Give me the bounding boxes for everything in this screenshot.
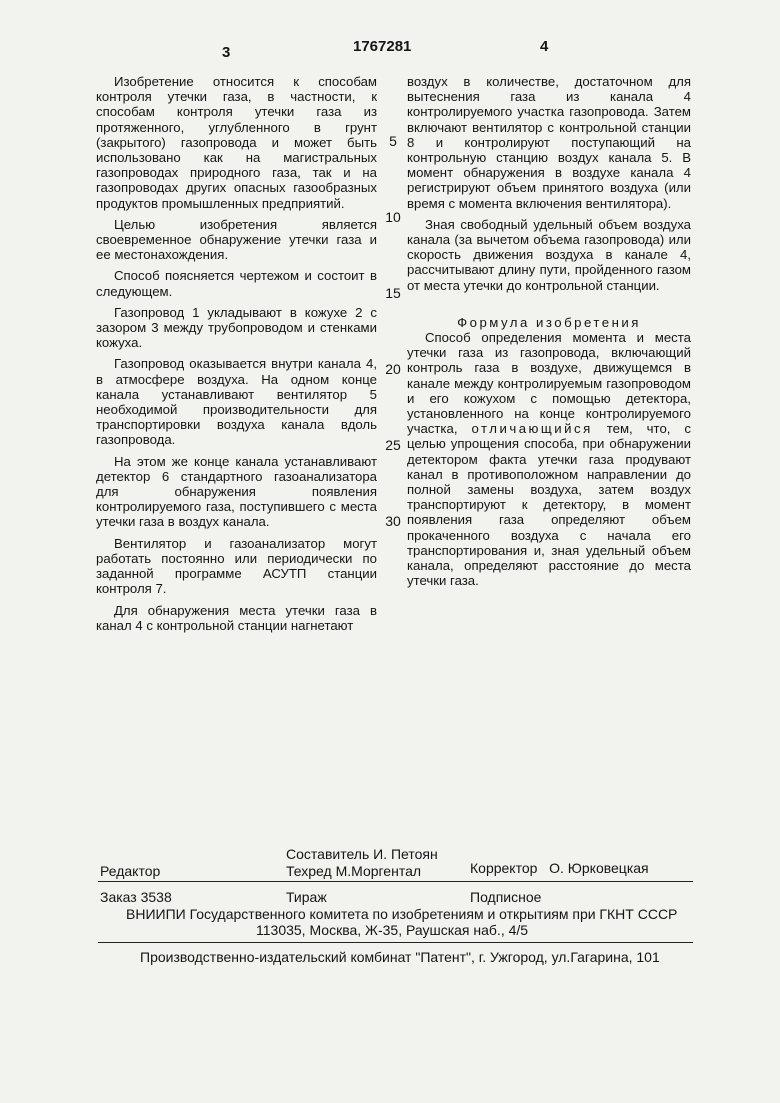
paragraph: Зная свободный удельный объем воздуха канала (за вычетом объема газопровода) или скорость движения воздуха в канале 4, рассчитывают длину пути, пройденного газом от места утечки до контрольной станции. bbox=[407, 216, 691, 293]
line-number: 10 bbox=[385, 209, 401, 225]
distinguishing-phrase: отличающийся bbox=[471, 421, 593, 437]
page-number-right: 4 bbox=[540, 38, 549, 55]
line-number: 30 bbox=[385, 513, 401, 529]
paragraph: Изобретение относится к способам контроля утечки газа, в частности, к способам контроля утечки газа из протяженного, углубленного в грунт (закрытого) газопровода и может быть использовано как на магистральных газопроводах природного газа, так и на газопроводах других опасных газообразных продуктов промышленных предприятий. bbox=[96, 74, 377, 211]
claims-heading: Формула изобретения bbox=[457, 314, 641, 330]
paragraph: Целью изобретения является своевременное обнаружение утечки газа и ее местонахождения. bbox=[96, 216, 377, 263]
paragraph: Вентилятор и газоанализатор могут работать постоянно или периодически по заданной программе АСУТП станции контроля 7. bbox=[96, 535, 377, 597]
claims-paragraph bbox=[407, 330, 691, 588]
claims-text-2: тем, что, с целью упрощения способа, при обнаружении детектором факта утечки газа продувают канал в противоположном направлении до полной замены воздуха, затем воздух транспортируют к детектору, в момент появления газа определяют объем прокаченного воздуха с начала его транспортирования и, зная удельный объем канала, определяют расстояние до места утечки газа. bbox=[407, 421, 692, 589]
paragraph: воздух в количестве, достаточном для вытеснения газа из канала 4 контролируемого участка газопровода. Затем включают вентилятор с контрольной станции 8 и контролируют поступающий на контрольную станцию воздух канала 5. В момент обнаружения в воздухе канала 4 регистрируют объем принятого воздуха (или время с момента включения вентилятора). bbox=[407, 74, 691, 211]
editor-label: Редактор bbox=[100, 863, 161, 879]
address: 113035, Москва, Ж-35, Раушская наб., 4/5 bbox=[256, 922, 529, 938]
compiler: Составитель И. Петоян bbox=[286, 846, 438, 862]
institute: ВНИИПИ Государственного комитета по изобретениям и открытиям при ГКНТ СССР bbox=[126, 906, 678, 922]
order-number: Заказ 3538 bbox=[100, 889, 172, 905]
circulation: Тираж bbox=[286, 889, 327, 905]
line-number: 25 bbox=[385, 437, 401, 453]
claims-text: Способ определения момента и места утечки газа из газопровода, включающий контроль газа в воздухе, движущемся в канале между контролируемым газопроводом и его кожухом с помощью детектора, установленного на конце контролируемого участка, bbox=[407, 330, 691, 437]
patent-number: 1767281 bbox=[353, 38, 412, 55]
line-number: 20 bbox=[385, 361, 401, 377]
corrector: Корректор О. Юрковецкая bbox=[470, 860, 649, 876]
line-number: 5 bbox=[389, 133, 397, 149]
right-column bbox=[407, 74, 691, 589]
paragraph: Для обнаружения места утечки газа в канал 4 с контрольной станции нагнетают bbox=[96, 602, 377, 633]
page-number-left: 3 bbox=[222, 44, 231, 61]
subscription: Подписное bbox=[470, 889, 542, 905]
techred: Техред М.Моргентал bbox=[286, 863, 422, 879]
paragraph: На этом же конце канала устанавливают детектор 6 стандартного газоанализатора для обнаружения появления контролируемого газа, поступившего с места утечки газа в воздух канала. bbox=[96, 453, 377, 530]
footer-divider-bottom bbox=[98, 942, 693, 943]
paragraph: Газопровод оказывается внутри канала 4, в атмосфере воздуха. На одном конце канала устанавливают вентилятор 5 необходимой производительности для транспортировки воздуха канала вдоль газопровода. bbox=[96, 356, 377, 448]
footer-divider-top bbox=[98, 881, 693, 882]
left-column bbox=[96, 74, 377, 633]
publisher: Производственно-издательский комбинат "Патент", г. Ужгород, ул.Гагарина, 101 bbox=[140, 949, 660, 965]
paragraph: Способ поясняется чертежом и состоит в следующем. bbox=[96, 268, 377, 299]
line-number: 15 bbox=[385, 285, 401, 301]
paragraph: Газопровод 1 укладывают в кожухе 2 с зазором 3 между трубопроводом и стенками кожуха. bbox=[96, 304, 377, 351]
